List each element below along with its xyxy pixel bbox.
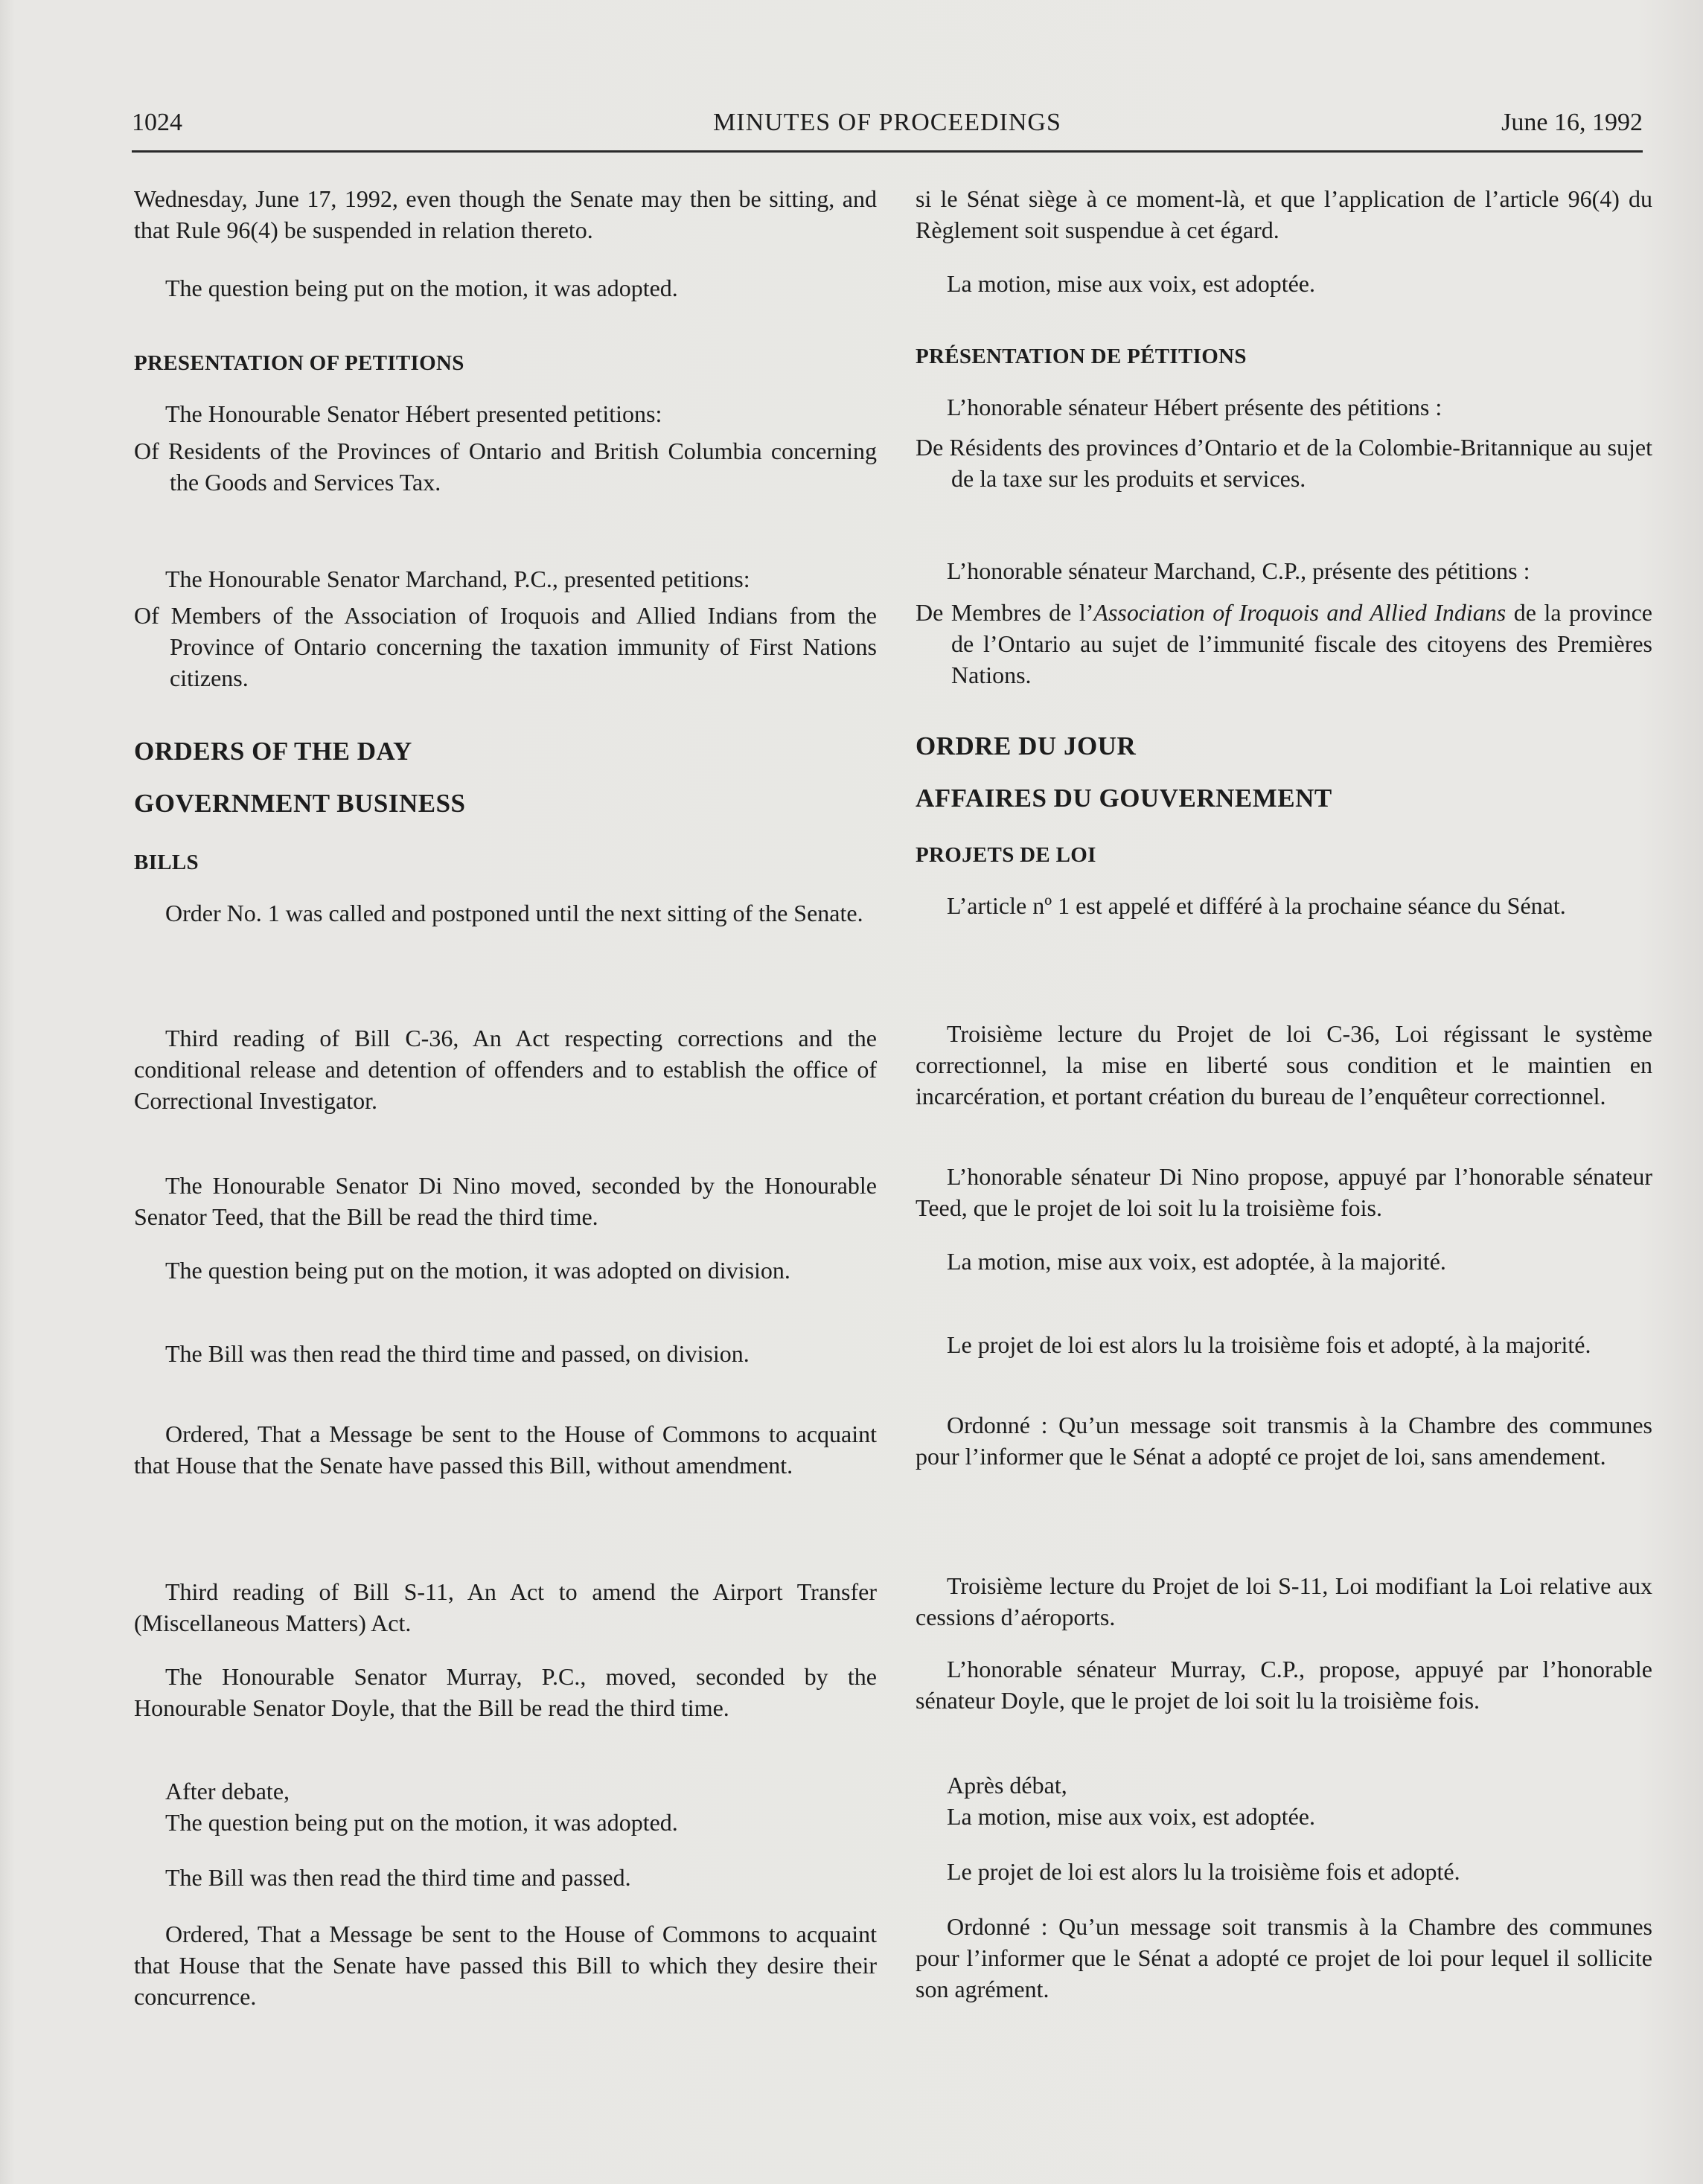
paragraph: The Honourable Senator Di Nino moved, seconded by the Honourable Senator Teed, that the Bill be read the third time. <box>134 1172 877 1230</box>
petition-entry: De Résidents des provinces d’Ontario et de la Colombie-Britannique au sujet de la taxe sur les produits et services. <box>916 434 1652 492</box>
paragraph: Ordered, That a Message be sent to the House of Commons to acquaint that House that the Senate have passed this Bill, without amendment. <box>134 1421 877 1479</box>
paragraph: Ordonné : Qu’un message soit transmis à la Chambre des communes pour l’informer que le Sénat a adopté ce projet de loi, sans amendement. <box>916 1412 1652 1470</box>
paragraph: L’honorable sénateur Murray, C.P., propose, appuyé par l’honorable sénateur Doyle, que le projet de loi soit lu la troisième fois. <box>916 1656 1652 1714</box>
running-title: MINUTES OF PROCEEDINGS <box>713 109 1061 136</box>
paragraph: The Bill was then read the third time and passed, on division. <box>165 1340 750 1367</box>
heading-orders-of-the-day: ORDERS OF THE DAY <box>134 737 412 766</box>
subheading-projets-de-loi: PROJETS DE LOI <box>916 843 1096 867</box>
paragraph: The Bill was then read the third time and passed. <box>165 1864 631 1891</box>
paragraph: L’article nº 1 est appelé et différé à la prochaine séance du Sénat. <box>947 892 1566 919</box>
page-header <box>132 109 1643 153</box>
heading-affaires-du-gouvernement: AFFAIRES DU GOUVERNEMENT <box>916 784 1332 813</box>
paragraph: Le projet de loi est alors lu la troisième fois et adopté, à la majorité. <box>947 1331 1591 1358</box>
paragraph: Ordered, That a Message be sent to the House of Commons to acquaint that House that the Senate have passed this Bill to which they desire their concurrence. <box>134 1921 877 2010</box>
paragraph: Third reading of Bill C-36, An Act respecting corrections and the conditional release and detention of offenders and to establish the office of Correctional Investigator. <box>134 1025 877 1114</box>
paragraph: After debate, The question being put on the motion, it was adopted. <box>165 1778 678 1836</box>
heading-government-business: GOVERNMENT BUSINESS <box>134 789 466 818</box>
section-heading-petitions: PRÉSENTATION DE PÉTITIONS <box>916 345 1247 368</box>
paragraph: The question being put on the motion, it was adopted. <box>165 275 678 301</box>
paragraph: The Honourable Senator Murray, P.C., moved, seconded by the Honourable Senator Doyle, that the Bill be read the third time. <box>134 1663 877 1721</box>
paragraph: Wednesday, June 17, 1992, even though the Senate may then be sitting, and that Rule 96(4) be suspended in relation thereto. <box>134 185 877 243</box>
paragraph: Le projet de loi est alors lu la troisième fois et adopté. <box>947 1858 1460 1885</box>
paragraph: Order No. 1 was called and postponed until the next sitting of the Senate. <box>165 900 863 926</box>
petition-entry: Of Members of the Association of Iroquois and Allied Indians from the Province of Ontario concerning the taxation immunity of First Nations citizens. <box>134 602 877 691</box>
paragraph: L’honorable sénateur Di Nino propose, appuyé par l’honorable sénateur Teed, que le projet de loi soit lu la troisième fois. <box>916 1163 1652 1221</box>
petition-entry: De Membres de l’Association of Iroquois and Allied Indians de la province de l’Ontario au sujet de l’immunité fiscale des citoyens des Premières Nations. <box>916 599 1652 688</box>
paragraph: L’honorable sénateur Hébert présente des pétitions : <box>947 394 1442 420</box>
paragraph: The Honourable Senator Hébert presented petitions: <box>165 400 662 427</box>
page-number: 1024 <box>132 109 182 136</box>
paragraph: La motion, mise aux voix, est adoptée, à la majorité. <box>947 1248 1446 1275</box>
paragraph: Troisième lecture du Projet de loi S-11, Loi modifiant la Loi relative aux cessions d’aéroports. <box>916 1572 1652 1630</box>
heading-ordre-du-jour: ORDRE DU JOUR <box>916 731 1137 760</box>
section-heading-petitions: PRESENTATION OF PETITIONS <box>134 351 464 375</box>
paragraph: Après débat, La motion, mise aux voix, est adoptée. <box>947 1772 1315 1830</box>
paragraph: The question being put on the motion, it was adopted on division. <box>165 1257 790 1284</box>
paragraph: si le Sénat siège à ce moment-là, et que l’application de l’article 96(4) du Règlement soit suspendue à cet égard. <box>916 185 1652 243</box>
petition-entry: Of Residents of the Provinces of Ontario and British Columbia concerning the Goods and Services Tax. <box>134 438 877 496</box>
paragraph: La motion, mise aux voix, est adoptée. <box>947 270 1315 297</box>
paragraph: Troisième lecture du Projet de loi C-36, Loi régissant le système correctionnel, la mise en liberté sous condition et le maintien en incarcération, et portant création du bureau de l’enquêteur correctionnel. <box>916 1020 1652 1109</box>
paragraph: Third reading of Bill S-11, An Act to amend the Airport Transfer (Miscellaneous Matters) Act. <box>134 1578 877 1636</box>
paragraph: L’honorable sénateur Marchand, C.P., présente des pétitions : <box>947 557 1530 584</box>
paragraph: Ordonné : Qu’un message soit transmis à la Chambre des communes pour l’informer que le Sénat a adopté ce projet de loi pour lequel il sollicite son agrément. <box>916 1913 1652 2002</box>
header-date: June 16, 1992 <box>1501 109 1643 136</box>
subheading-bills: BILLS <box>134 851 199 874</box>
paragraph: The Honourable Senator Marchand, P.C., presented petitions: <box>165 566 750 592</box>
